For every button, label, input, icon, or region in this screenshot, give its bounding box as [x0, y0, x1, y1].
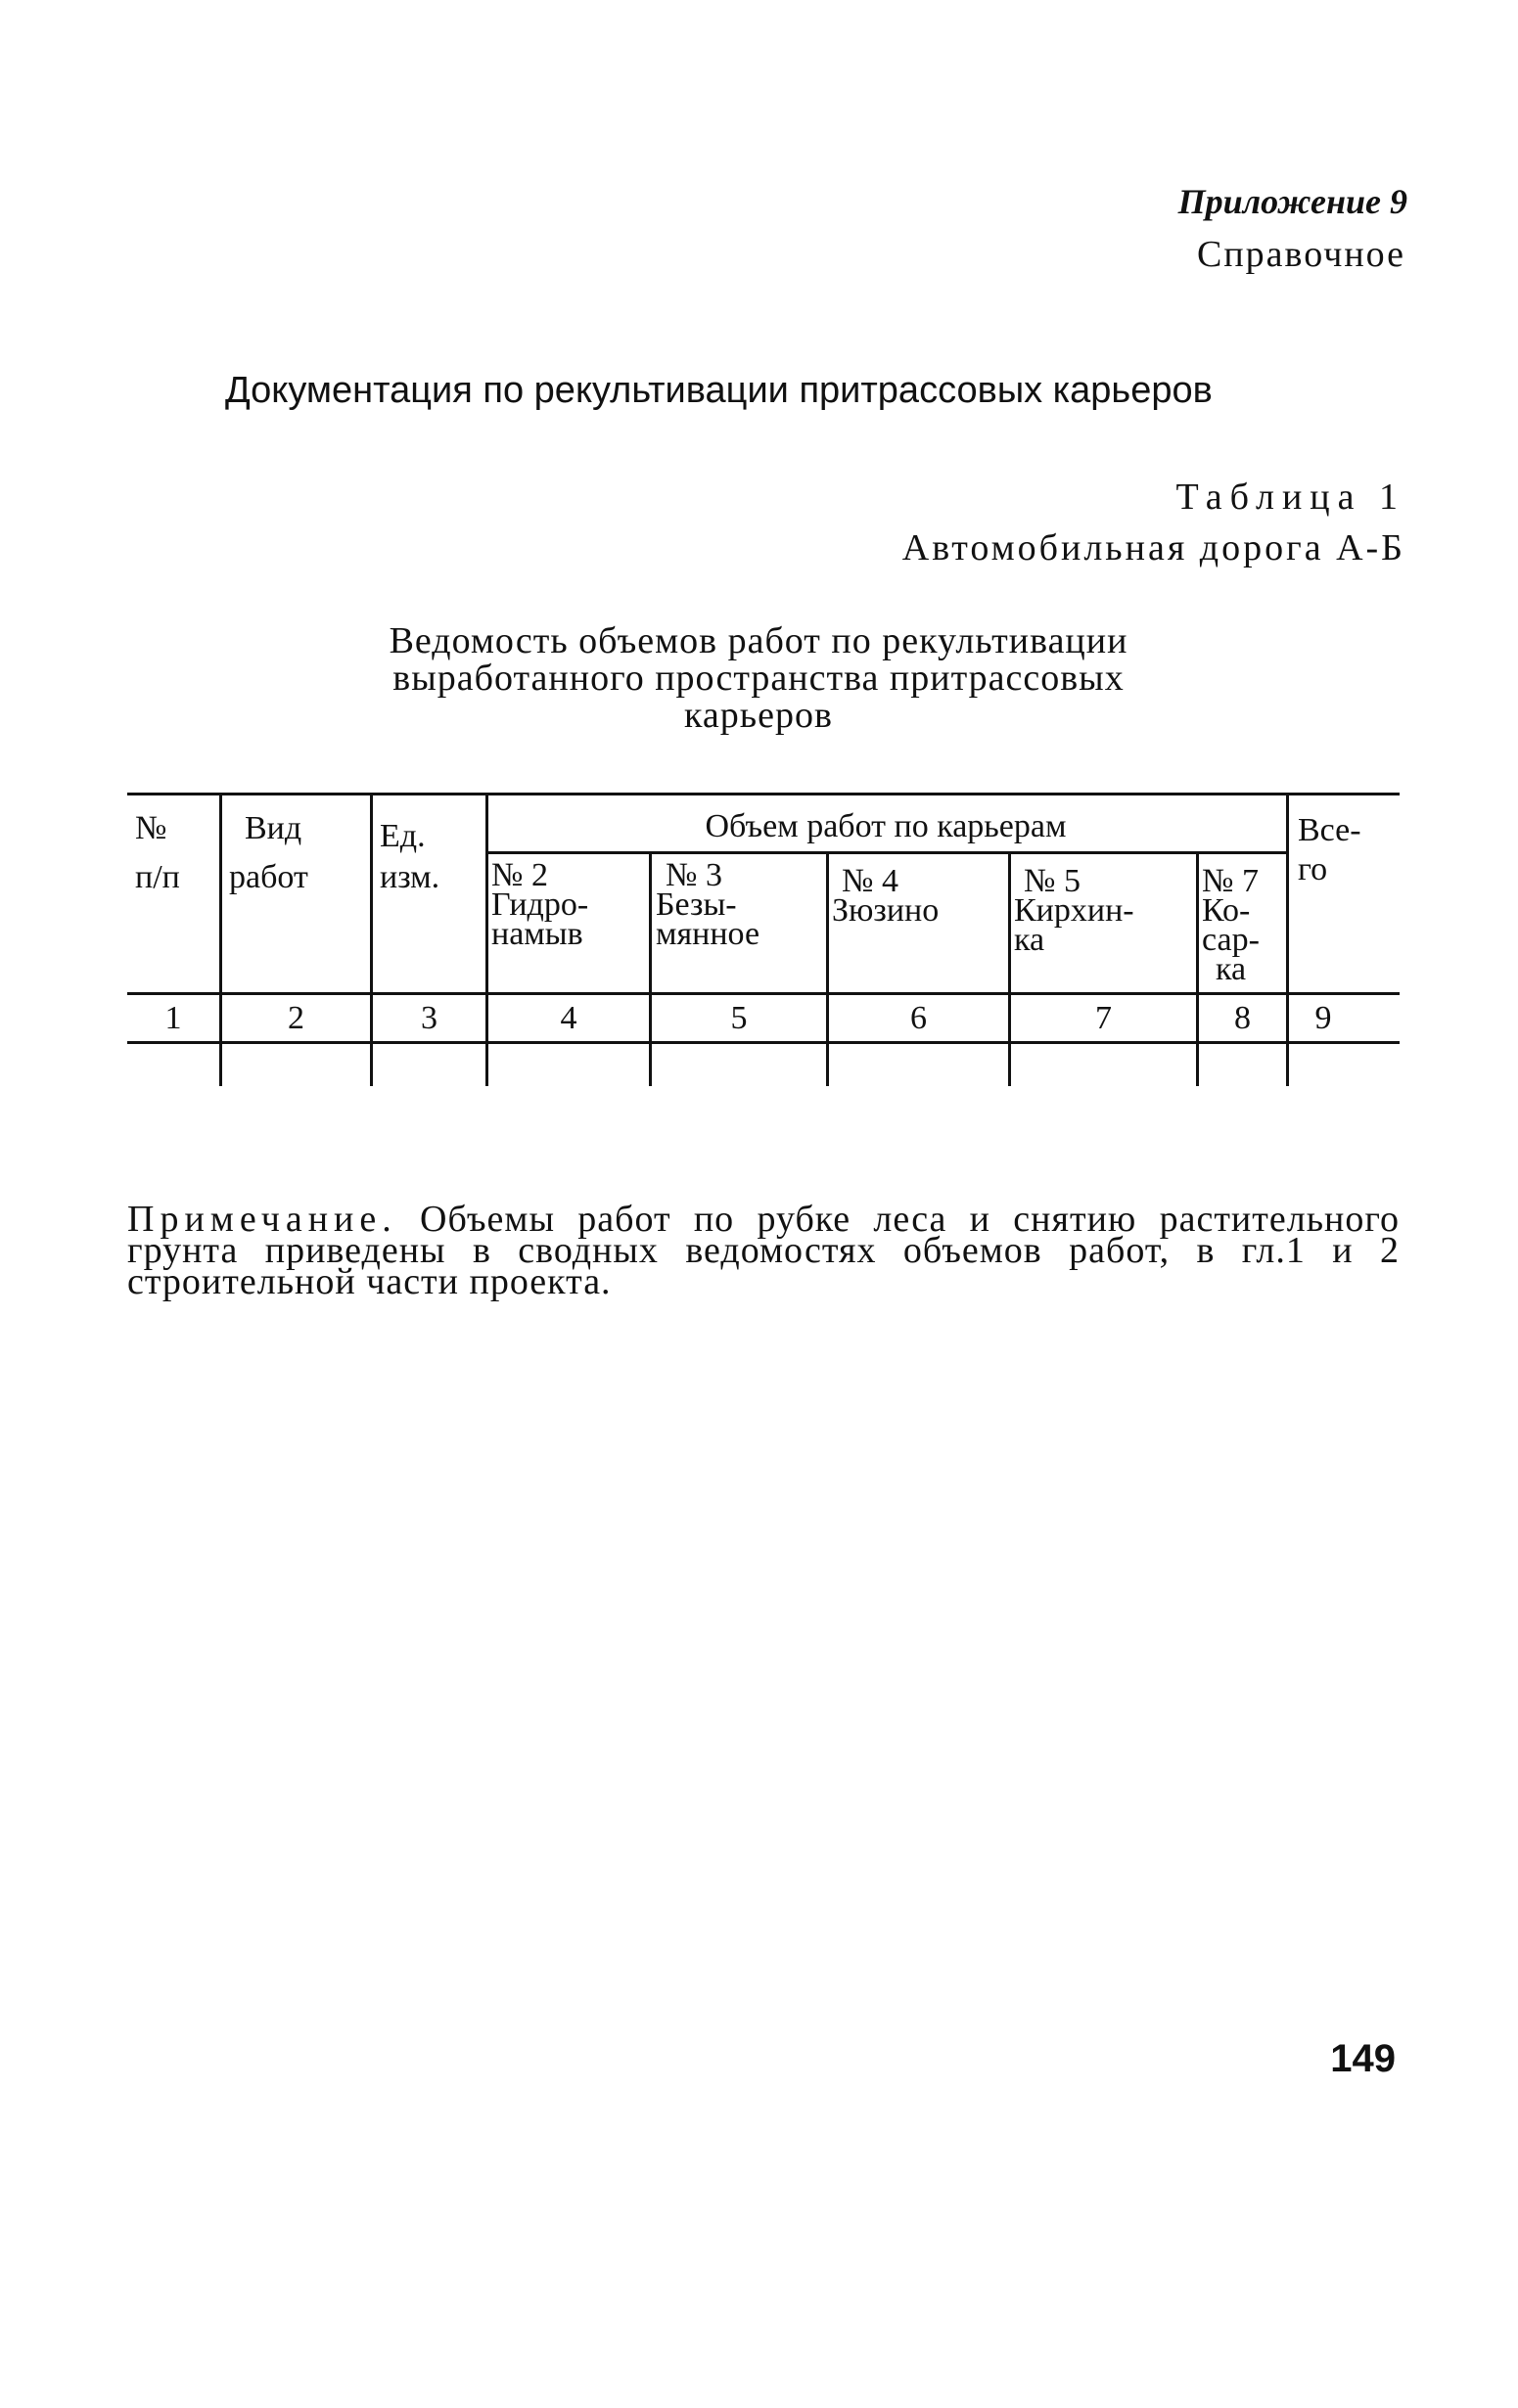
road-name: Автомобильная дорога А-Б [901, 527, 1405, 568]
quarry-number: № 2 [491, 857, 548, 893]
header-text: п/п [135, 859, 180, 895]
column-divider [370, 793, 373, 1086]
header-quarry-5 [1014, 863, 1134, 958]
header-work-type [229, 812, 308, 894]
table-top-rule [127, 793, 1400, 795]
page-number: 149 [1330, 2037, 1396, 2080]
header-quarry-4 [832, 863, 940, 929]
table-number: Таблица 1 [1175, 477, 1405, 518]
header-text: № [135, 810, 167, 846]
header-bottom-rule [127, 992, 1400, 995]
header-text: го [1298, 851, 1328, 887]
column-divider [1008, 851, 1011, 1086]
column-number: 6 [910, 1000, 927, 1036]
statement-title-line: карьеров [684, 695, 833, 736]
column-divider [1196, 851, 1199, 1086]
quarry-name: Кирхин- [1014, 892, 1134, 929]
column-number: 8 [1234, 1000, 1251, 1036]
header-number [135, 812, 180, 894]
header-quarry-7 [1202, 863, 1260, 987]
statement-title [147, 622, 1370, 734]
footnote [127, 1199, 1401, 1302]
column-number: 3 [421, 1000, 437, 1036]
header-quarry-2 [491, 857, 589, 952]
group-header-volume: Объем работ по карьерам [705, 808, 1067, 844]
header-quarry-3 [656, 857, 760, 952]
document-heading: Документация по рекультивации притрассовых карьеров [225, 370, 1213, 411]
header-unit [380, 820, 439, 894]
column-number: 9 [1314, 1000, 1332, 1036]
quarry-number: № 4 [842, 863, 898, 899]
header-total [1298, 814, 1361, 886]
header-text: Вид [245, 810, 302, 846]
quarry-name: ка [1014, 922, 1045, 958]
header-text: Ед. [380, 818, 426, 854]
note-lead: Примечание. [127, 1199, 397, 1240]
statement-title-line: Ведомость объемов работ по рекультивации [389, 620, 1128, 661]
header-text: изм. [380, 859, 440, 895]
quarry-name: мянное [656, 916, 760, 952]
quarry-name: намыв [491, 916, 583, 952]
reference-label: Справочное [1196, 234, 1405, 275]
works-volume-table [127, 793, 1400, 1086]
column-number-rule [127, 1041, 1400, 1044]
statement-title-line: выработанного пространства притрассовых [392, 658, 1125, 699]
column-number: 1 [164, 1000, 182, 1036]
appendix-label: Приложение 9 [1177, 182, 1407, 221]
column-number: 4 [560, 1000, 577, 1036]
header-text: Все- [1298, 812, 1361, 848]
column-number: 5 [730, 1000, 748, 1036]
quarry-name: Зюзино [832, 892, 940, 929]
quarry-name: ка [1216, 951, 1247, 987]
column-divider [219, 793, 222, 1086]
column-number: 7 [1095, 1000, 1112, 1036]
quarry-name: Ко- [1202, 892, 1251, 929]
header-text: работ [229, 859, 308, 895]
quarry-number: № 5 [1024, 863, 1081, 899]
column-divider [826, 851, 829, 1086]
column-number: 2 [288, 1000, 304, 1036]
column-divider [649, 851, 652, 1086]
group-header-rule [485, 851, 1286, 854]
quarry-number: № 7 [1202, 863, 1259, 899]
column-divider [1286, 793, 1289, 1086]
note-text: Объемы работ по рубке леса и снятию растительного грунта приведены в сводных ведомостях объемов работ, в гл.1 и 2 строительной части проекта. [127, 1199, 1401, 1302]
quarry-name: сар- [1202, 922, 1260, 958]
quarry-name: Гидро- [491, 886, 589, 923]
quarry-number: № 3 [666, 857, 722, 893]
quarry-name: Безы- [656, 886, 737, 923]
